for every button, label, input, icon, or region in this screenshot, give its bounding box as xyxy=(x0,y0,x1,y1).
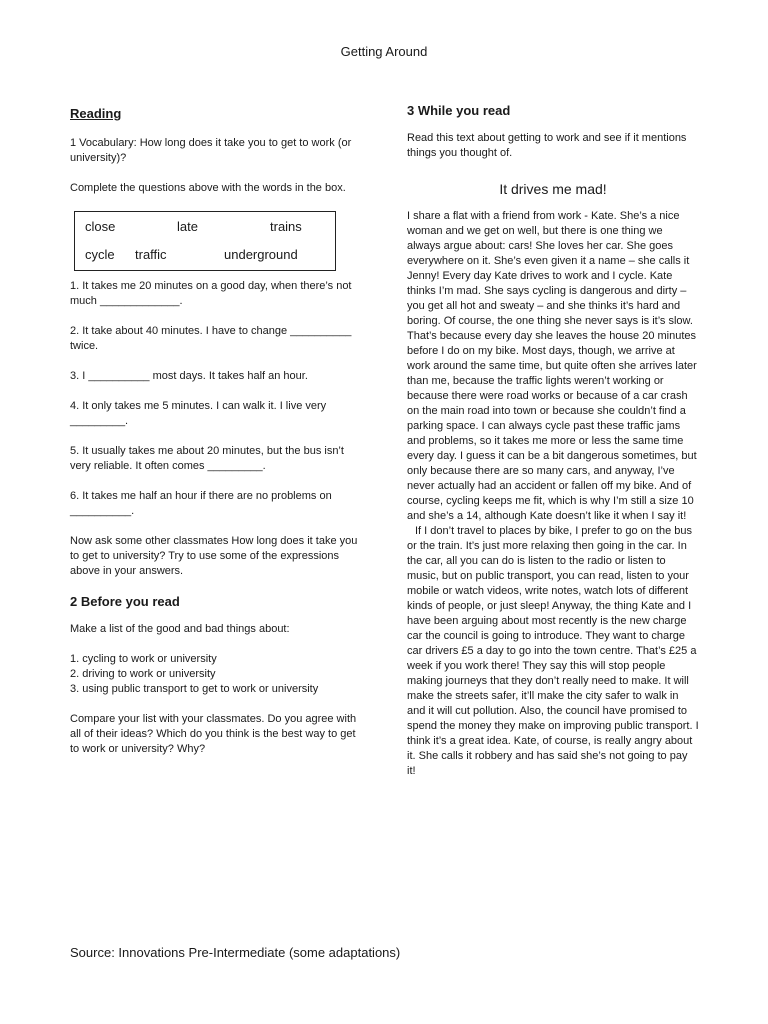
while-you-read-heading: 3 While you read xyxy=(407,103,511,118)
make-list-intro: Make a list of the good and bad things about: xyxy=(70,623,290,635)
compare-text: Compare your list with your classmates. Do you agree with all of their ideas? Which do you think is the best way to get to work or university? Why? xyxy=(70,713,357,755)
page-title: Getting Around xyxy=(340,44,428,59)
question-4: 4. It only takes me 5 minutes. I can walk it. I live very _________. xyxy=(70,400,327,427)
word-late: late xyxy=(177,219,198,234)
word-box xyxy=(74,211,336,271)
reading-heading: Reading xyxy=(70,106,122,121)
question-1: 1. It takes me 20 minutes on a good day, when there’s not much _____________. xyxy=(70,280,352,307)
word-cycle: cycle xyxy=(85,247,115,262)
question-6: 6. It takes me half an hour if there are no problems on __________. xyxy=(70,490,332,517)
word-underground: underground xyxy=(224,247,298,262)
question-list xyxy=(70,279,360,519)
story-paragraph-1: I share a flat with a friend from work - Kate. She’s a nice woman and we get on well, but there is one thing we always argue about: cars! She loves her car. She goes everywhere on it. She’s even given it a name – she calls it Jenny! Every day Kate drives to work and I cycle. Kate thinks I’m mad. She says cycling is dangerous and dirty – you get all hot and sweaty – and she thinks it’s hard and boring. Of course, the one thing she never says is it’s slow. That’s because every day she leaves the house 20 minutes before I do on my bike. Most days, though, we arrive at work around the same time, but quite often she arrives later than me, because the traffic lights weren’t working or because there were road works or because of a car crash on the main road into town or because she couldn’t find a parking space. I can always cycle past these traffic jams and problems, so it takes me more or less the same time every day. I guess it can be a bit dangerous sometimes, but only because there are so many cars, and anyway, I’ve never actually had an accident or fallen off my bike. And of course, cycling keeps me fit, which is why I’m still a size 10 and she’s a 14, although Kate doesn’t like it when I say it! xyxy=(407,210,697,522)
word-close: close xyxy=(85,219,116,234)
right-column xyxy=(407,103,699,779)
list-item: 2. driving to work or university xyxy=(70,668,216,680)
good-bad-list xyxy=(70,652,360,697)
while-intro: Read this text about getting to work and see if it mentions things you thought of. xyxy=(407,132,687,159)
question-2: 2. It take about 40 minutes. I have to change __________ twice. xyxy=(70,325,352,352)
source-credit: Source: Innovations Pre-Intermediate (some adaptations) xyxy=(70,945,401,960)
vocab-intro: 1 Vocabulary: How long does it take you to get to work (or university)? xyxy=(70,137,352,164)
word-traffic: traffic xyxy=(135,247,167,262)
list-item: 1. cycling to work or university xyxy=(70,653,217,665)
question-5: 5. It usually takes me about 20 minutes, but the bus isn’t very reliable. It often comes _________. xyxy=(70,445,344,472)
story-title: It drives me mad! xyxy=(499,181,607,197)
complete-intro: Complete the questions above with the words in the box. xyxy=(70,182,346,194)
before-you-read-heading: 2 Before you read xyxy=(70,594,180,609)
word-trains: trains xyxy=(270,219,302,234)
list-item: 3. using public transport to get to work or university xyxy=(70,683,319,695)
left-column xyxy=(70,106,360,772)
ask-classmates: Now ask some other classmates How long does it take you to get to university? Try to use some of the expressions above in your answers. xyxy=(70,535,358,577)
story-text xyxy=(407,209,699,779)
story-paragraph-2: If I don’t travel to places by bike, I prefer to go on the bus or the train. It’s just more relaxing then going in the car. In the car, all you can do is listen to the radio or listen to music, but on public transport, you can read, listen to your mobile or watch videos, write notes, watch lots of different kinds of people, or just sleep! Anyway, the thing Kate and I have been arguing about most recently is the new charge car the council is going to introduce. They want to charge car drivers £5 a day to go into the town centre. That’s £25 a week if you work there! They say this will stop people making journeys that they don’t really need to make. It will make the streets safer, it’ll make the city safer to walk in and it will cut pollution. Also, the council have promised to spend the money they make on improving public transport. I think it’s a great idea. Kate, of course, is really angry about it. She calls it robbery and has said she’s not going to pay it! xyxy=(407,525,699,777)
question-3: 3. I __________ most days. It takes half an hour. xyxy=(70,370,308,382)
